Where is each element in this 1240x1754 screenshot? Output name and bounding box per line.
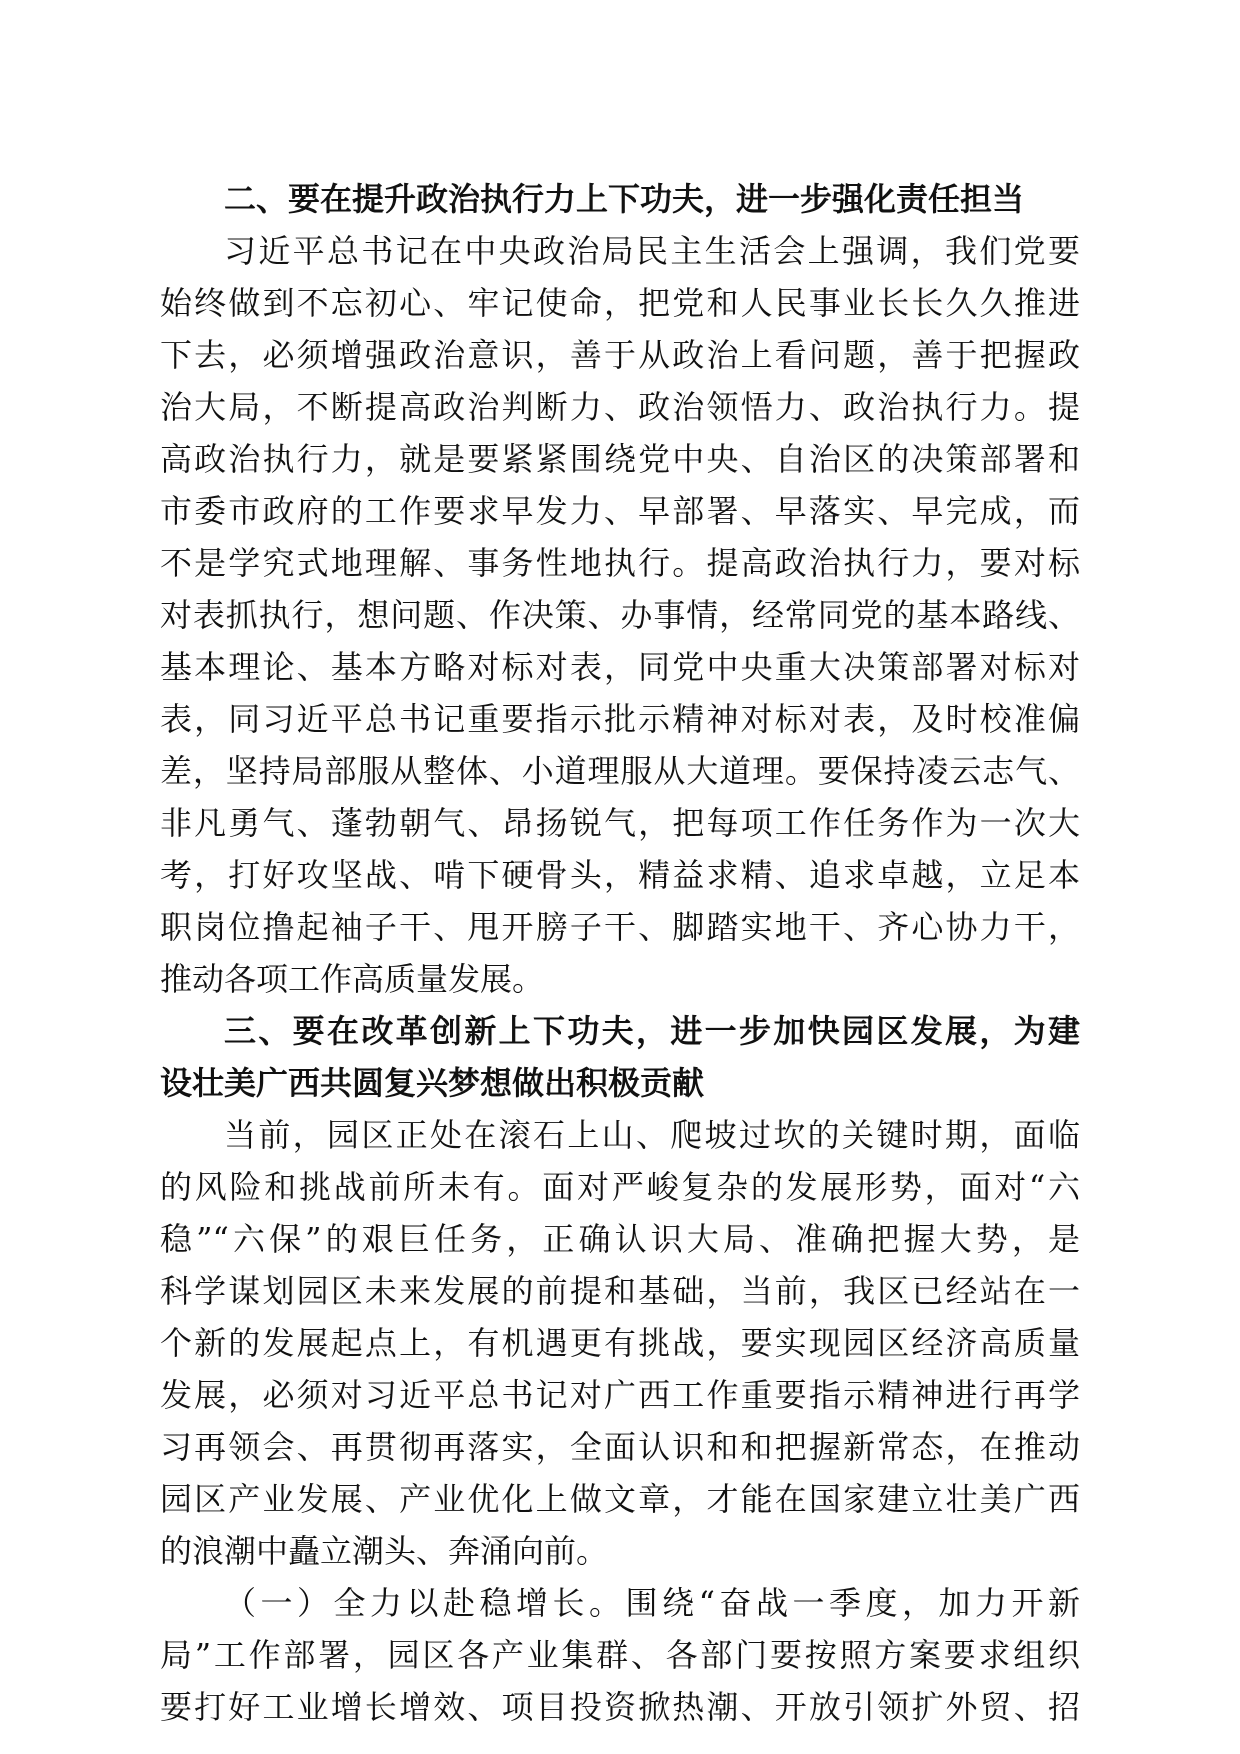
paragraph-line: 治大局，不断提高政治判断力、政治领悟力、政治执行力。提 <box>160 388 1080 426</box>
paragraph-line: 差，坚持局部服从整体、小道理服从大道理。要保持凌云志气、 <box>160 752 1080 790</box>
paragraph-line: 的风险和挑战前所未有。面对严峻复杂的发展形势，面对“六 <box>160 1168 1080 1206</box>
paragraph-line: 的浪潮中矗立潮头、奔涌向前。 <box>160 1532 609 1570</box>
paragraph-line: 园区产业发展、产业优化上做文章，才能在国家建立壮美广西 <box>160 1480 1080 1518</box>
paragraph-line: 下去，必须增强政治意识，善于从政治上看问题，善于把握政 <box>160 336 1080 374</box>
paragraph-line: 非凡勇气、蓬勃朝气、昂扬锐气，把每项工作任务作为一次大 <box>160 804 1080 842</box>
section-heading: 二、要在提升政治执行力上下功夫，进一步强化责任担当 <box>224 180 1025 218</box>
paragraph-line: 科学谋划园区未来发展的前提和基础，当前，我区已经站在一 <box>160 1272 1080 1310</box>
paragraph-line: 基本理论、基本方略对标对表，同党中央重大决策部署对标对 <box>160 648 1080 686</box>
subsection-line: 局”工作部署，园区各产业集群、各部门要按照方案要求组织 <box>160 1636 1080 1674</box>
paragraph-line: 发展，必须对习近平总书记对广西工作重要指示精神进行再学 <box>160 1376 1080 1414</box>
paragraph-line: 推动各项工作高质量发展。 <box>160 960 545 998</box>
paragraph-line: 不是学究式地理解、事务性地执行。提高政治执行力，要对标 <box>160 544 1080 582</box>
paragraph-line: 高政治执行力，就是要紧紧围绕党中央、自治区的决策部署和 <box>160 440 1080 478</box>
paragraph-line: 职岗位撸起袖子干、甩开膀子干、脚踏实地干、齐心协力干， <box>160 908 1080 946</box>
paragraph-line: 表，同习近平总书记重要指示批示精神对标对表，及时校准偏 <box>160 700 1080 738</box>
paragraph-line: 当前，园区正处在滚石上山、爬坡过坎的关键时期，面临 <box>224 1116 1080 1154</box>
paragraph-line: 对表抓执行，想问题、作决策、办事情，经常同党的基本路线、 <box>160 596 1080 634</box>
paragraph-line: 考，打好攻坚战、啃下硬骨头，精益求精、追求卓越，立足本 <box>160 856 1080 894</box>
paragraph-line: 个新的发展起点上，有机遇更有挑战，要实现园区经济高质量 <box>160 1324 1080 1362</box>
section-heading: 设壮美广西共圆复兴梦想做出积极贡献 <box>160 1064 705 1102</box>
paragraph-line: 习近平总书记在中央政治局民主生活会上强调，我们党要 <box>224 232 1080 270</box>
paragraph-line: 习再领会、再贯彻再落实，全面认识和和把握新常态，在推动 <box>160 1428 1080 1466</box>
paragraph-line: 始终做到不忘初心、牢记使命，把党和人民事业长长久久推进 <box>160 284 1080 322</box>
subsection-line: 要打好工业增长增效、项目投资掀热潮、开放引领扩外贸、招 <box>160 1688 1080 1726</box>
section-heading: 三、要在改革创新上下功夫，进一步加快园区发展，为建 <box>224 1012 1080 1050</box>
subsection-line: （一）全力以赴稳增长。围绕“奋战一季度，加力开新 <box>224 1584 1080 1622</box>
paragraph-line: 市委市政府的工作要求早发力、早部署、早落实、早完成，而 <box>160 492 1080 530</box>
paragraph-line: 稳”“六保”的艰巨任务，正确认识大局、准确把握大势，是 <box>160 1220 1080 1258</box>
